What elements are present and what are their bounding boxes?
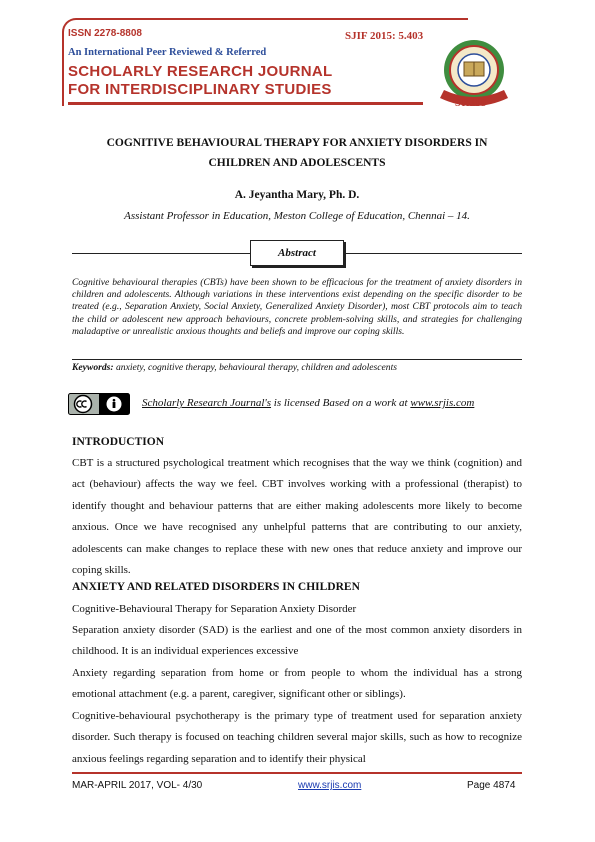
abstract-heading: Abstract bbox=[250, 240, 344, 266]
anxiety-disorders-heading: ANXIETY AND RELATED DISORDERS IN CHILDREN bbox=[72, 581, 360, 593]
creative-commons-badge-icon bbox=[68, 393, 130, 415]
srjis-site-link[interactable]: www.srjis.com bbox=[410, 397, 475, 409]
issn-label: ISSN 2278-8808 bbox=[68, 28, 142, 39]
footer-page-number: Page 4874 bbox=[467, 780, 516, 791]
journal-name-line2: FOR INTERDISCIPLINARY STUDIES bbox=[68, 81, 332, 98]
abstract-bottom-rule bbox=[72, 359, 522, 360]
peer-review-line: An International Peer Reviewed & Referred bbox=[68, 47, 267, 58]
separation-anxiety-subheading: Cognitive-Behavioural Therapy for Separation Anxiety Disorder bbox=[72, 603, 357, 615]
license-statement bbox=[142, 397, 474, 409]
license-middle-text: is licensed Based on a work at bbox=[271, 397, 411, 409]
header-rule bbox=[68, 102, 423, 105]
article-title-line2: CHILDREN AND ADOLESCENTS bbox=[208, 157, 386, 169]
footer-rule bbox=[72, 772, 522, 774]
author-name: A. Jeyantha Mary, Ph. D. bbox=[234, 189, 360, 201]
keywords-label: Keywords: bbox=[72, 362, 114, 373]
article-title-line1: COGNITIVE BEHAVIOURAL THERAPY FOR ANXIETY DISORDERS IN bbox=[106, 137, 488, 149]
introduction-heading: INTRODUCTION bbox=[72, 436, 165, 448]
keywords-line bbox=[72, 362, 522, 373]
paragraph-anxiety-separation: Anxiety regarding separation from home or from people to whom the individual has a strong emotional attachment (e.g. a parent, caregiver, significant other or siblings). bbox=[72, 667, 522, 701]
paragraph-sad-definition: Separation anxiety disorder (SAD) is the earliest and one of the most common anxiety disorders in childhood. It is an individual experiences excessive bbox=[72, 624, 522, 658]
abstract-rule-right bbox=[344, 253, 522, 254]
footer-issue: MAR-APRIL 2017, VOL- 4/30 bbox=[72, 780, 203, 791]
journal-name-line1: SCHOLARLY RESEARCH JOURNAL bbox=[68, 63, 333, 80]
footer-site-link[interactable]: www.srjis.com bbox=[298, 780, 362, 791]
introduction-paragraph: CBT is a structured psychological treatment which recognises that the way we think (cognition) and act (behaviour) affects the way we feel. CBT involves working with a professional (therapist) to identify thought and behaviour patterns that are either making adolescents more likely to become anxious. Once we have recognised any unhelpful patterns that are contributing to our anxiety, adolescents can make changes to replace these with new ones that reduce anxiety and improve our coping skills. bbox=[72, 457, 522, 577]
seal-label: SRJIS bbox=[455, 98, 488, 109]
author-affiliation: Assistant Professor in Education, Meston College of Education, Chennai – 14. bbox=[124, 210, 470, 222]
sjif-label: SJIF 2015: 5.403 bbox=[345, 30, 424, 42]
keywords-value: anxiety, cognitive therapy, behavioural therapy, children and adolescents bbox=[115, 362, 397, 373]
journal-license-link[interactable]: Scholarly Research Journal's bbox=[142, 397, 272, 409]
abstract-text: Cognitive behavioural therapies (CBTs) have been shown to be efficacious for the treatment of anxiety disorders in children and adolescents. Although variations in these interventions exist depending on the specific disorder to be treated (e.g., Separation Anxiety, Social Anxiety, Generalized Anxiety Disorder), most CBT protocols aim to teach the child or adolescent new approach behaviours, concrete problem-solving skills, and strategies for challenging maladaptive or unrealistic anxious thoughts and beliefs and improve our coping skills. bbox=[72, 277, 522, 337]
paragraph-cbt-treatment: Cognitive-behavioural psychotherapy is the primary type of treatment used for separation anxiety disorder. Such therapy is focused on teaching children several major skills, such as how to recognize anxious feelings regarding separation and to identify their physical bbox=[72, 710, 522, 765]
abstract-rule-left bbox=[72, 253, 250, 254]
